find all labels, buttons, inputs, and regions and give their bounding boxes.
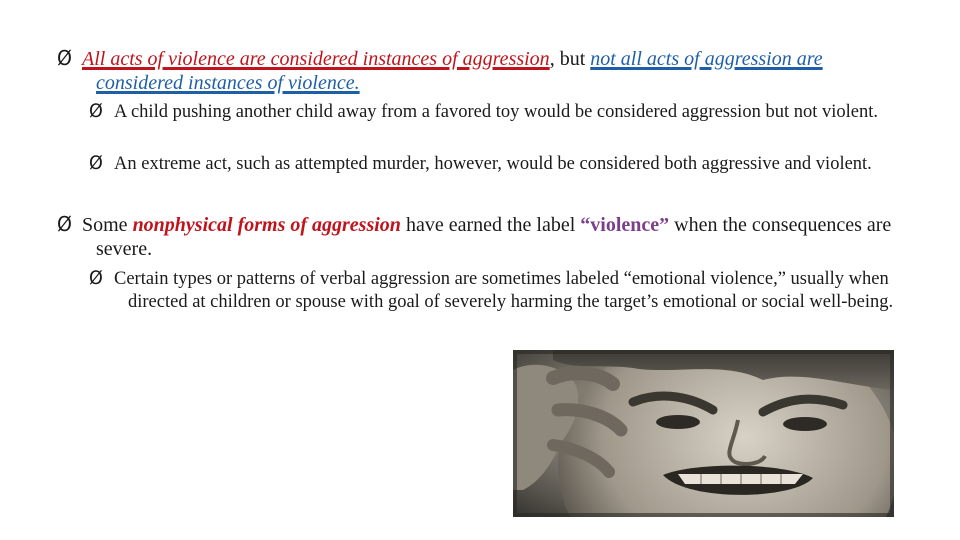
nonphysical-forms-text: nonphysical forms of aggression: [132, 214, 401, 236]
aggression-not-violence-text: not all acts of aggression are considered instances of violence.: [96, 48, 823, 95]
connector-text: , but: [549, 48, 591, 70]
b2-text-3: have earned the label: [400, 214, 581, 236]
sub-bullet-emotional-violence: Ø Certain types or patterns of verbal aggression are sometimes labeled “emotional violence,” usually when directed at children or spouse with goal of severely harming the target’s emotional or social well-being.: [89, 268, 894, 312]
child-pushing-text: A child pushing another child away from a favored toy would be considered aggression but not violent.: [114, 102, 878, 122]
sub-bullet-child-pushing: Ø A child pushing another child away from a favored toy would be considered aggression but not violent.: [89, 101, 878, 122]
extreme-act-text: An extreme act, such as attempted murder, however, would be considered both aggressive and violent.: [114, 154, 872, 174]
emotional-violence-text: Certain types or patterns of verbal aggression are sometimes labeled “emotional violence,” usually when directed at children or spouse with goal of severely harming the target’s emotional or social well-being.: [114, 269, 894, 312]
bullet-violence-vs-aggression: Ø All acts of violence are considered instances of aggression, but not all acts of aggression are considered instances of violence.: [57, 46, 823, 95]
violence-label-text: “violence”: [580, 214, 670, 236]
b2-text-5: when the consequences are severe.: [96, 214, 892, 261]
sub-bullet-extreme-act: Ø An extreme act, such as attempted murder, however, would be considered both aggressive and violent.: [89, 153, 872, 174]
b2-text-1: Some: [82, 214, 133, 236]
bullet-nonphysical-aggression: Ø Some nonphysical forms of aggression have earned the label “violence” when the consequences are severe.: [57, 212, 892, 261]
violence-is-aggression-text: All acts of violence are considered instances of aggression: [82, 48, 550, 70]
angry-child-photo: [513, 350, 894, 517]
